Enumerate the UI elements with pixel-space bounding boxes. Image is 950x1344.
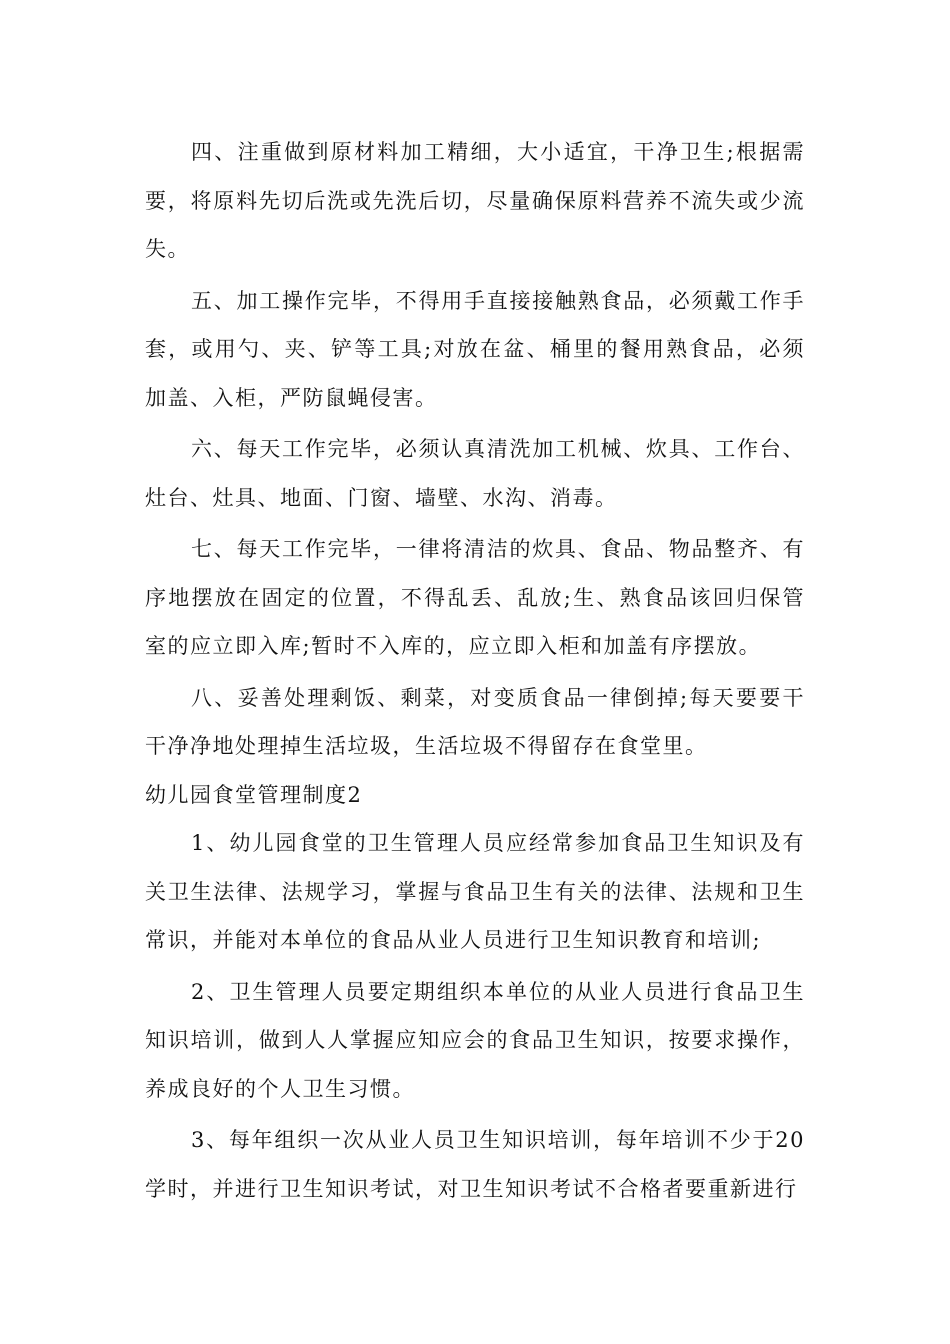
paragraph-item-3: 3、每年组织一次从业人员卫生知识培训，每年培训不少于20学时，并进行卫生知识考试，对卫生知识考试不合格者要重新进行: [145, 1128, 805, 1201]
document-page: [145, 128, 805, 1213]
paragraph-6: 六、每天工作完毕，必须认真清洗加工机械、炊具、工作台、灶台、灶具、地面、门窗、墙壁、水沟、消毒。: [145, 437, 805, 510]
section-heading: 幼儿园食堂管理制度2: [145, 782, 363, 807]
paragraph-7: 七、每天工作完毕，一律将清洁的炊具、食品、物品整齐、有序地摆放在固定的位置，不得乱丢、乱放;生、熟食品该回归保管室的应立即入库;暂时不入库的，应立即入柜和加盖有序摆放。: [145, 537, 805, 658]
paragraph-5: 五、加工操作完毕，不得用手直接接触熟食品，必须戴工作手套，或用勺、夹、铲等工具;对放在盆、桶里的餐用熟食品，必须加盖、入柜，严防鼠蝇侵害。: [145, 288, 805, 410]
paragraph-item-1: 1、幼儿园食堂的卫生管理人员应经常参加食品卫生知识及有关卫生法律、法规学习，掌握与食品卫生有关的法律、法规和卫生常识，并能对本单位的食品从业人员进行卫生知识教育和培训;: [145, 831, 805, 952]
paragraph-8: 八、妥善处理剩饭、剩菜，对变质食品一律倒掉;每天要要干干净净地处理掉生活垃圾，生活垃圾不得留存在食堂里。: [145, 685, 805, 758]
paragraph-item-2: 2、卫生管理人员要定期组织本单位的从业人员进行食品卫生知识培训，做到人人掌握应知应会的食品卫生知识，按要求操作，养成良好的个人卫生习惯。: [145, 979, 805, 1101]
paragraph-4: 四、注重做到原材料加工精细，大小适宜，干净卫生;根据需要，将原料先切后洗或先洗后切，尽量确保原料营养不流失或少流失。: [145, 140, 805, 261]
